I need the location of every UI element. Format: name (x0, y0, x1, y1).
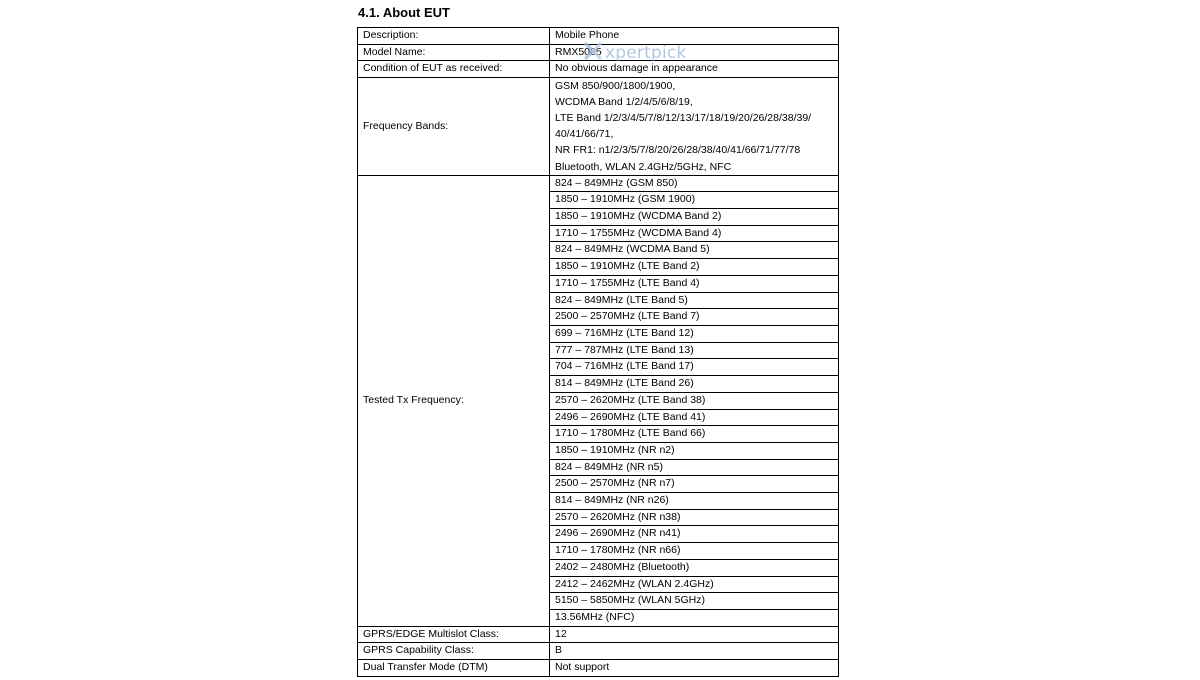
tx-frequency-value: 1850 – 1910MHz (WCDMA Band 2) (550, 209, 839, 226)
frequency-band-line: 40/41/66/71, (555, 128, 614, 141)
tx-frequency-value: 5150 – 5850MHz (WLAN 5GHz) (550, 593, 839, 610)
tx-frequency-value: 824 – 849MHz (WCDMA Band 5) (550, 242, 839, 259)
tx-frequency-value: 2412 – 2462MHz (WLAN 2.4GHz) (550, 576, 839, 593)
eut-table (357, 27, 839, 677)
row-label: Model Name: (358, 44, 550, 61)
tx-frequency-value: 704 – 716MHz (LTE Band 17) (550, 359, 839, 376)
row-value: B (550, 643, 839, 660)
table-row-frequency-bands (358, 78, 839, 176)
tx-frequency-value: 1710 – 1755MHz (LTE Band 4) (550, 275, 839, 292)
tx-frequency-value: 824 – 849MHz (LTE Band 5) (550, 292, 839, 309)
row-value: No obvious damage in appearance (550, 61, 839, 78)
tx-frequency-value: 814 – 849MHz (LTE Band 26) (550, 376, 839, 393)
row-label: Frequency Bands: (358, 78, 550, 176)
tx-frequency-value: 2402 – 2480MHz (Bluetooth) (550, 559, 839, 576)
tx-frequency-value: 2570 – 2620MHz (NR n38) (550, 509, 839, 526)
table-row-dtm (358, 660, 839, 677)
row-label: GPRS/EDGE Multislot Class: (358, 626, 550, 643)
tx-frequency-value: 2500 – 2570MHz (LTE Band 7) (550, 309, 839, 326)
row-value: 12 (550, 626, 839, 643)
table-row-description (358, 28, 839, 45)
tx-frequency-value: 1850 – 1910MHz (GSM 1900) (550, 192, 839, 209)
section-title: 4.1. About EUT (358, 5, 450, 20)
tx-frequency-value: 1710 – 1755MHz (WCDMA Band 4) (550, 225, 839, 242)
tx-frequency-value: 2496 – 2690MHz (NR n41) (550, 526, 839, 543)
tx-frequency-value: 1850 – 1910MHz (LTE Band 2) (550, 259, 839, 276)
row-label: Condition of EUT as received: (358, 61, 550, 78)
watermark-text: xpertpick (605, 43, 687, 63)
table-row-gprs-edge (358, 626, 839, 643)
frequency-band-line: LTE Band 1/2/3/4/5/7/8/12/13/17/18/19/20/26/28/38/39/ (555, 112, 812, 125)
tx-frequency-value: 1710 – 1780MHz (LTE Band 66) (550, 426, 839, 443)
tx-frequency-value: 1710 – 1780MHz (NR n66) (550, 543, 839, 560)
row-label: Dual Transfer Mode (DTM) (358, 660, 550, 677)
table-row-gprs-capability (358, 643, 839, 660)
row-value (550, 78, 839, 176)
tx-frequency-value: 699 – 716MHz (LTE Band 12) (550, 326, 839, 343)
row-value: Mobile Phone (550, 28, 839, 45)
tx-frequency-value: 2570 – 2620MHz (LTE Band 38) (550, 392, 839, 409)
tx-frequency-value: 824 – 849MHz (GSM 850) (550, 175, 839, 192)
row-label: Description: (358, 28, 550, 45)
tx-frequency-value: 2496 – 2690MHz (LTE Band 41) (550, 409, 839, 426)
row-value: RMX5085 (550, 44, 839, 61)
row-label: Tested Tx Frequency: (358, 175, 550, 626)
table-row-condition (358, 61, 839, 78)
tx-frequency-value: 1850 – 1910MHz (NR n2) (550, 442, 839, 459)
frequency-band-line: NR FR1: n1/2/3/5/7/8/20/26/28/38/40/41/66/71/77/78 (555, 144, 801, 157)
row-label: GPRS Capability Class: (358, 643, 550, 660)
tx-frequency-value: 13.56MHz (NFC) (550, 609, 839, 626)
frequency-band-line: Bluetooth, WLAN 2.4GHz/5GHz, NFC (555, 160, 732, 173)
table-row-model-name (358, 44, 839, 61)
row-value: Not support (550, 660, 839, 677)
frequency-band-line: WCDMA Band 1/2/4/5/6/8/19, (555, 96, 693, 109)
tx-frequency-value: 824 – 849MHz (NR n5) (550, 459, 839, 476)
table-row-tested-tx (358, 175, 839, 192)
tx-frequency-value: 777 – 787MHz (LTE Band 13) (550, 342, 839, 359)
frequency-band-line: GSM 850/900/1800/1900, (555, 80, 676, 93)
tx-frequency-value: 814 – 849MHz (NR n26) (550, 493, 839, 510)
tx-frequency-value: 2500 – 2570MHz (NR n7) (550, 476, 839, 493)
